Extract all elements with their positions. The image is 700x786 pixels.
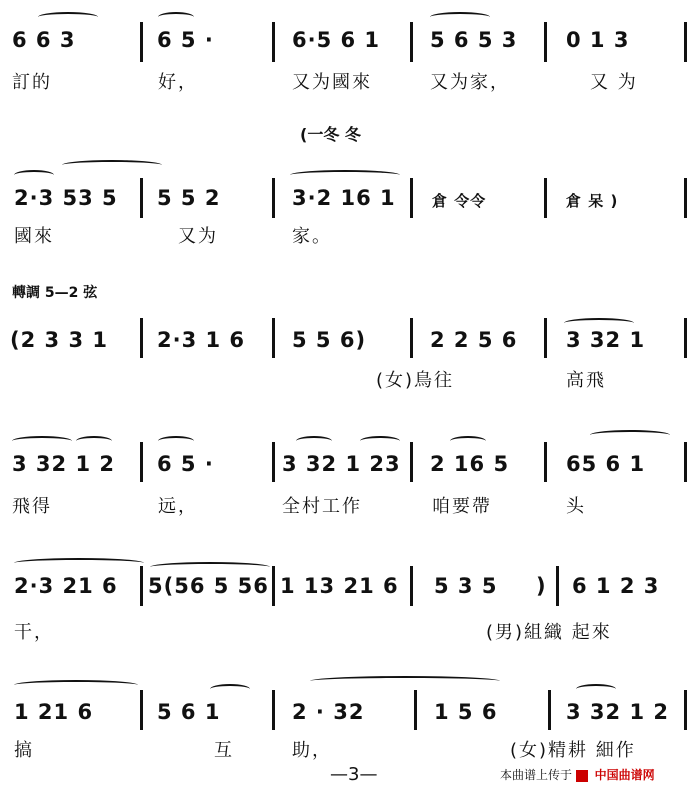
- percussion-measure: 倉 令令: [432, 192, 487, 210]
- lyric: (女)鳥往: [376, 370, 455, 391]
- lyric: 又为: [178, 226, 218, 247]
- notes-measure: 3 32 1 23: [282, 452, 401, 476]
- notes-measure: ): [536, 574, 547, 598]
- lyric: 家。: [292, 226, 332, 247]
- notes-measure: 5 3 5: [434, 574, 498, 598]
- notes-measure: 6 1 2 3: [572, 574, 660, 598]
- lyric: 高飛: [566, 370, 606, 391]
- footer-logo-text: 中国曲谱网: [594, 768, 655, 782]
- notes-measure: 3 32 1 2: [12, 452, 115, 476]
- lyric: 咱要帶: [432, 496, 492, 517]
- notes-measure: 1 5 6: [434, 700, 498, 724]
- lyric: 干，: [14, 622, 54, 643]
- notes-measure: 2·3 1 6: [157, 328, 246, 352]
- notes-measure: 6 5 ·: [157, 28, 214, 52]
- lyric: 國來: [14, 226, 54, 247]
- lyric: 远，: [158, 496, 198, 517]
- notes-measure: 3 32 1 2: [566, 700, 669, 724]
- notes-measure: 1 21 6: [14, 700, 94, 724]
- notes-measure: 3·2 16 1: [292, 186, 396, 210]
- lyric: 又为國來: [292, 72, 372, 93]
- notes-measure: 5 6 5 3: [430, 28, 518, 52]
- notes-measure: 3 32 1: [566, 328, 646, 352]
- percussion-measure: 倉 呆 ): [566, 192, 619, 210]
- lyric: 訂的: [12, 72, 52, 93]
- notes-measure: 5 5 6): [292, 328, 367, 352]
- lyric: 好，: [158, 72, 198, 93]
- notes-measure: 2 16 5: [430, 452, 510, 476]
- notes-measure: 5 6 1: [157, 700, 221, 724]
- lyric: 互: [214, 740, 234, 761]
- notes-measure: 6 5 ·: [157, 452, 214, 476]
- lyric: (女)精耕 細作: [510, 740, 636, 761]
- notes-measure: 6 6 3: [12, 28, 76, 52]
- notes-measure: 0 1 3: [566, 28, 630, 52]
- lyric: 又为家，: [430, 72, 510, 93]
- notes-measure: 1 13 21 6: [280, 574, 399, 598]
- lyric: 飛得: [12, 496, 52, 517]
- notes-measure: 65 6 1: [566, 452, 646, 476]
- lyric: 头: [566, 496, 586, 517]
- percussion-prefix: (一冬 冬: [300, 125, 361, 144]
- notes-measure: 2·3 53 5: [14, 186, 118, 210]
- footer-credit: [500, 766, 655, 783]
- notes-measure: 2 2 5 6: [430, 328, 518, 352]
- page-number: —3—: [330, 764, 378, 785]
- lyric: 又 为: [590, 72, 638, 93]
- footer-text: 本曲谱上传于: [500, 768, 573, 782]
- lyric: 助，: [292, 740, 332, 761]
- notes-measure: 2 · 32: [292, 700, 365, 724]
- key-change-label: 轉調 5—2 弦: [12, 285, 98, 301]
- lyric: 全村工作: [282, 496, 362, 517]
- notes-measure: 6·5 6 1: [292, 28, 381, 52]
- notes-measure: 5(56 5 56: [148, 574, 269, 598]
- site-logo-icon: [576, 770, 588, 782]
- lyric: 搞: [14, 740, 34, 761]
- lyric: (男)組織 起來: [486, 622, 612, 643]
- notes-measure: 2·3 21 6: [14, 574, 118, 598]
- notes-measure: 5 5 2: [157, 186, 221, 210]
- notes-measure: (2 3 3 1: [10, 328, 108, 352]
